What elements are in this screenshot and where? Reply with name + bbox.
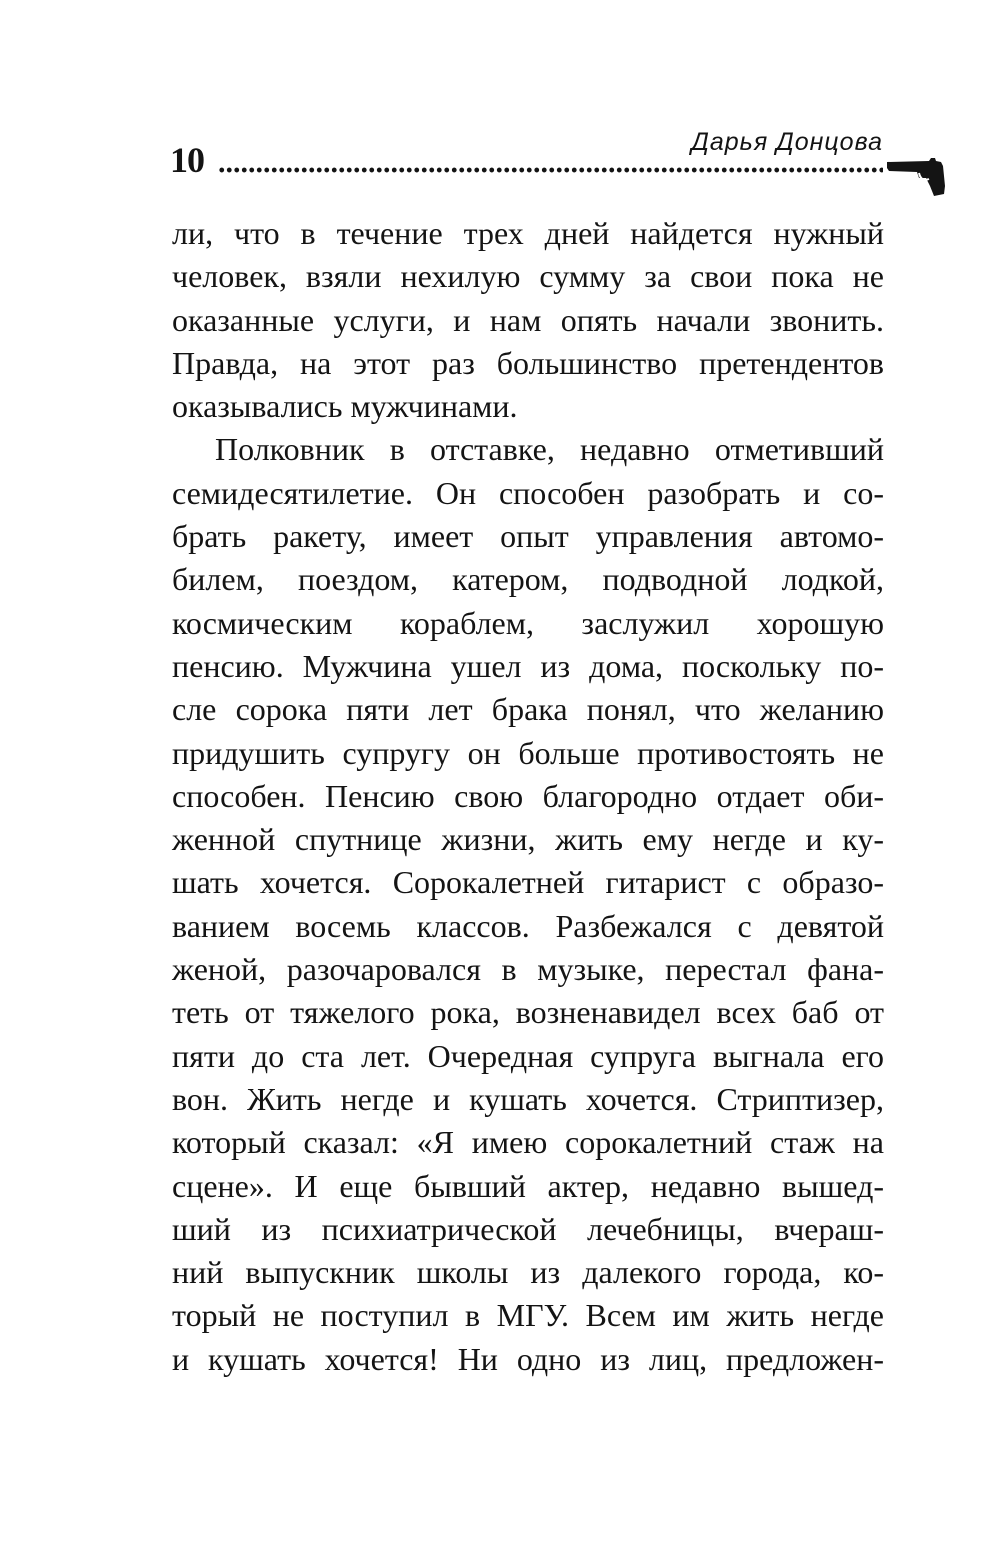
text-line: ний выпускник школы из далекого города, ко- [172, 1254, 884, 1291]
text-line: сцене». И еще бывший актер, недавно вышед- [172, 1167, 884, 1204]
revolver-icon [885, 156, 947, 198]
text-line: ванием восемь классов. Разбежался с девятой [172, 907, 884, 944]
text-line: брать ракету, имеет опыт управления автомо- [172, 518, 884, 555]
text-line: пяти до ста лет. Очередная супруга выгнала его [172, 1037, 884, 1074]
page-header [0, 0, 1000, 210]
text-line: женной спутнице жизни, жить ему негде и ку- [172, 821, 884, 858]
text-line: семидесятилетие. Он способен разобрать и со- [172, 474, 884, 511]
text-line: шать хочется. Сорокалетней гитарист с образо- [172, 864, 884, 901]
text-line: человек, взяли нехилую сумму за свои пока не [172, 258, 884, 295]
text-line: сле сорока пяти лет брака понял, что желанию [172, 691, 884, 728]
text-line: ли, что в течение трех дней найдется нужный [172, 215, 884, 251]
text-line: и кушать хочется! Ни одно из лиц, предложен- [172, 1340, 884, 1377]
text-line: ший из психиатрической лечебницы, вчераш- [172, 1210, 884, 1247]
text-line: теть от тяжелого рока, возненавидел всех баб от [172, 994, 884, 1031]
page-number: 10 [170, 140, 204, 180]
body-text [172, 212, 884, 1381]
dotted-rule [218, 167, 883, 173]
text-line: торый не поступил в МГУ. Всем им жить негде [172, 1297, 884, 1334]
text-line: билем, поездом, катером, подводной лодкой, [172, 561, 884, 598]
text-line: придушить супругу он больше противостоять не [172, 734, 884, 771]
text-line: пенсию. Мужчина ушел из дома, поскольку по- [172, 647, 884, 684]
text-line: Полковник в отставке, недавно отметивший [215, 431, 884, 468]
text-line: оказывались мужчинами. [172, 388, 518, 425]
text-line: оказанные услуги, и нам опять начали звонить. [172, 301, 884, 338]
running-head-author: Дарья Донцова [691, 128, 883, 156]
text-line: Правда, на этот раз большинство претендентов [172, 344, 884, 381]
text-line: женой, разочаровался в музыке, перестал фана- [172, 951, 884, 988]
text-line: космическим кораблем, заслужил хорошую [172, 604, 884, 641]
text-line: который сказал: «Я имею сорокалетний стаж на [172, 1124, 884, 1161]
text-line: способен. Пенсию свою благородно отдает оби- [172, 777, 884, 814]
text-line: вон. Жить негде и кушать хочется. Стриптизер, [172, 1080, 884, 1117]
